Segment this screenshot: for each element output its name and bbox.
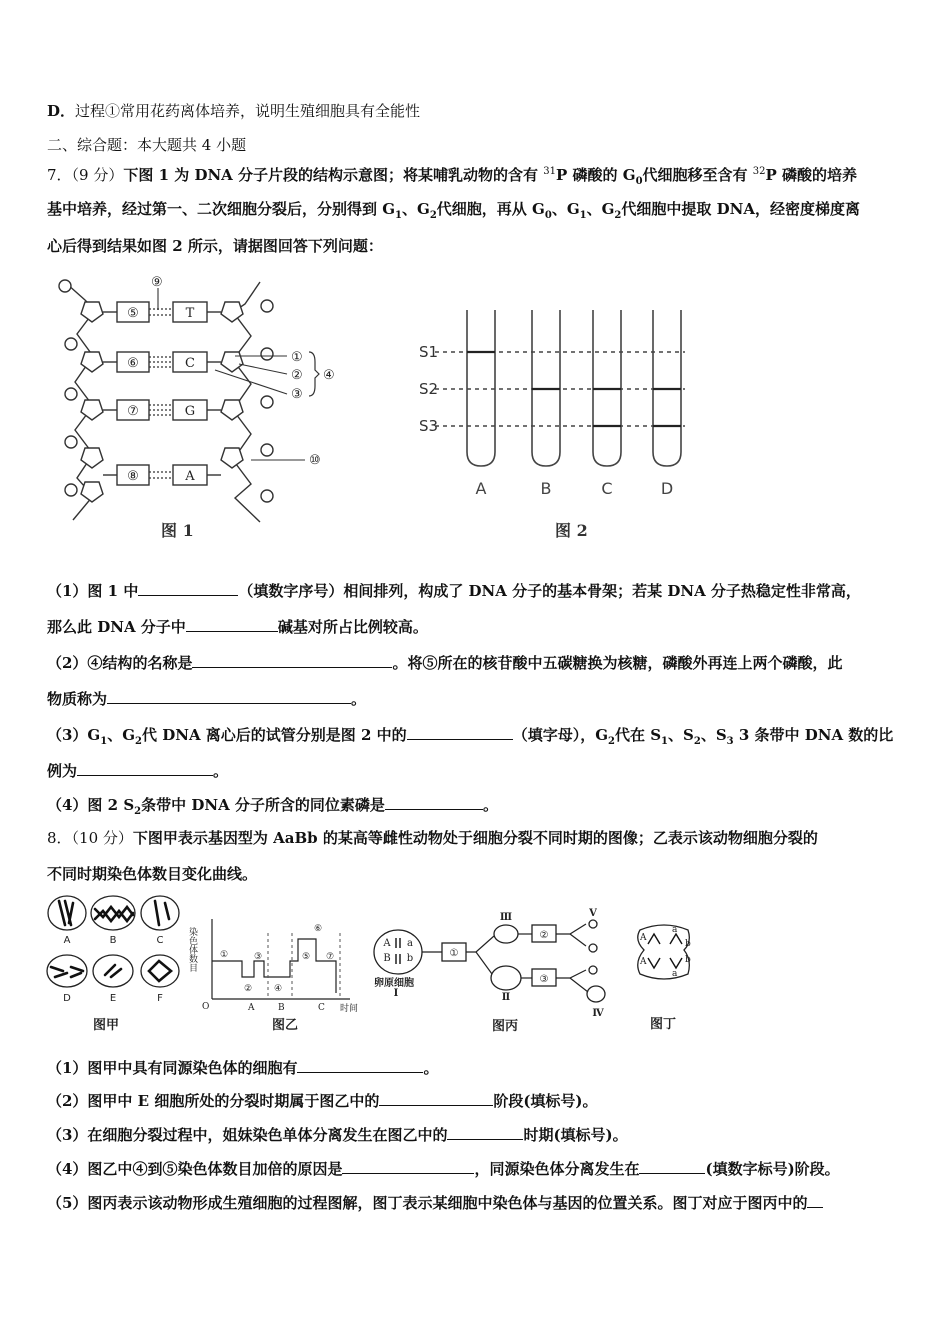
sub: 1 (661, 736, 668, 747)
q8-text: 下图甲表示基因型为 AaBb 的某高等雌性动物处于细胞分裂不同时期的图像；乙表示该动物细胞分裂的 (132, 829, 818, 847)
q7-sub4 (47, 794, 498, 822)
y-axis-label: 染色体数目 (187, 927, 197, 972)
q7-text: 代细胞移至含有 (642, 166, 753, 184)
q7-3-text: 、S (700, 726, 727, 744)
q7-sub2-line1 (47, 652, 842, 673)
q7-3-text: 代 DNA 离心后的试管分别是图 2 中的 (142, 726, 407, 744)
q7-stem-line1 (47, 162, 857, 192)
stage-label: ③ (254, 952, 263, 962)
roman-label: Ⅰ (393, 988, 399, 999)
q7-text: P 磷酸的 G (556, 166, 636, 184)
answer-blank[interactable] (107, 688, 351, 704)
x-axis-label: 时间 (340, 1004, 359, 1014)
q7-number: 7． (47, 166, 72, 184)
oogonium-label: 卵原细胞 (374, 978, 414, 989)
q7-text: 、G (402, 200, 430, 218)
base-label-right: T (185, 306, 195, 321)
tube-label: D (660, 479, 674, 498)
sub: 2 (614, 210, 622, 221)
gene-label: A (640, 933, 647, 943)
stage-label: ① (220, 950, 229, 960)
cell-III (494, 925, 518, 943)
answer-blank[interactable] (447, 1124, 523, 1140)
s2-label: S2 (419, 380, 439, 398)
answer-blank[interactable] (379, 1090, 493, 1106)
q8-sub1 (47, 1057, 438, 1078)
roman-label: Ⅱ (501, 992, 511, 1003)
stage-label: ② (244, 984, 253, 994)
sub: 2 (608, 736, 615, 747)
step-label: ① (449, 948, 459, 959)
q7-text: 基中培养，经过第一、二次细胞分裂后，分别得到 G (47, 200, 396, 218)
answer-blank[interactable] (807, 1192, 823, 1208)
label-9: ⑨ (151, 275, 163, 290)
label-2: ② (291, 368, 303, 383)
q8-1-text: （1）图甲中具有同源染色体的细胞有 (47, 1059, 298, 1077)
cell-label: D (63, 993, 71, 1004)
q7-sub1-line1 (47, 580, 861, 601)
answer-blank[interactable] (138, 580, 238, 596)
answer-blank[interactable] (192, 652, 392, 668)
sup: 31 (543, 166, 557, 177)
label-3: ③ (291, 387, 303, 402)
q7-1-text: 那么此 DNA 分子中 (47, 618, 186, 636)
q7-3-text: 、G (107, 726, 136, 744)
phase-label: B (278, 1003, 285, 1013)
q7-3-text: 。 (213, 762, 229, 780)
cell-label: C (156, 935, 164, 946)
q7-text: 下图 1 为 DNA 分子片段的结构示意图；将某哺乳动物的含有 (123, 166, 544, 184)
figure-jia-caption: 图甲 (93, 1018, 120, 1033)
figure-bing-caption: 图丙 (492, 1019, 519, 1034)
cell-II (491, 966, 521, 990)
figure-1-caption: 图 1 (161, 521, 194, 540)
stage-label: ⑥ (314, 924, 323, 934)
figure-ding-caption: 图丁 (650, 1017, 677, 1032)
stage-label: ⑤ (302, 952, 311, 962)
roman-label: Ⅴ (589, 908, 597, 919)
cell-label: B (109, 935, 117, 946)
gene-label: b (406, 953, 414, 964)
base-label-right: C (185, 356, 195, 371)
q7-text: 代细胞中提取 DNA，经密度梯度离 (621, 200, 860, 218)
q8-3-text: 时期(填标号)。 (523, 1126, 628, 1144)
q7-2-text: 物质称为 (47, 690, 108, 708)
q7-1-text: （填数字序号）相间排列，构成了 DNA 分子的基本骨架；若某 DNA 分子热稳定性非常高， (238, 582, 861, 600)
sub: 2 (429, 210, 437, 221)
sub: 1 (100, 736, 108, 747)
q7-2-text: 。 (351, 690, 367, 708)
option-d-label: D． (47, 102, 76, 120)
s3-label: S3 (419, 417, 439, 435)
q8-4-text: ，同源染色体分离发生在 (474, 1160, 640, 1178)
q7-1-text: 碱基对所占比例较高。 (277, 618, 428, 636)
sub: 1 (395, 210, 403, 221)
answer-blank[interactable] (342, 1158, 474, 1174)
q7-sub3-line1 (47, 724, 893, 752)
sub: 1 (579, 210, 587, 221)
roman-label: Ⅳ (592, 1008, 604, 1019)
base-label-left: ⑤ (127, 306, 139, 321)
q7-3-text: （3）G (47, 726, 101, 744)
q7-3-text: （填字母），G (512, 726, 608, 744)
gene-label: B (383, 953, 391, 964)
option-d-text: 过程①常用花药离体培养，说明生殖细胞具有全能性 (75, 102, 421, 120)
q7-sub3-line2 (47, 760, 228, 781)
q7-3-text: 、S (668, 726, 694, 744)
q8-sub3 (47, 1124, 628, 1145)
gene-label: a (672, 925, 678, 935)
sub: 2 (693, 736, 701, 747)
q8-2-text: 阶段(填标号)。 (493, 1092, 598, 1110)
q8-sub4 (47, 1158, 840, 1179)
gene-label: A (640, 957, 647, 967)
answer-blank[interactable] (297, 1057, 423, 1073)
sub: 2 (134, 806, 142, 817)
q7-4-text: 。 (482, 796, 498, 814)
base-label-left: ⑥ (127, 356, 139, 371)
q7-text: 代细胞，再从 G (436, 200, 545, 218)
base-label-right: G (184, 404, 196, 419)
q8-2-text: （2）图甲中 E 细胞所处的分裂时期属于图乙中的 (47, 1092, 380, 1110)
stage-label: ⑦ (326, 952, 335, 962)
q8-number: 8． (47, 829, 72, 847)
sub: 2 (135, 736, 142, 747)
q8-3-text: （3）在细胞分裂过程中，姐妹染色单体分离发生在图乙中的 (47, 1126, 448, 1144)
tube-label: B (540, 479, 552, 498)
q7-3-text: 代在 S (614, 726, 662, 744)
answer-blank[interactable] (407, 724, 513, 740)
figure-yi-caption: 图乙 (272, 1018, 299, 1033)
q7-sub1-line2 (47, 616, 428, 637)
gene-label: a (407, 938, 413, 949)
cell-E (93, 955, 133, 987)
figure-2-centrifuge-tubes (415, 300, 715, 550)
option-d (47, 101, 420, 121)
phase-label: C (318, 1003, 325, 1013)
tube-label: A (475, 479, 487, 498)
figure-ding-cell (630, 918, 700, 1036)
step-label: ② (539, 930, 549, 941)
q7-text: 、G (586, 200, 615, 218)
sub: 0 (635, 176, 643, 187)
q7-4-text: （4）图 2 S (47, 796, 135, 814)
cell-label: A (63, 935, 71, 946)
tube-label: C (601, 479, 613, 498)
answer-blank[interactable] (385, 794, 483, 810)
oogonium-cell (374, 930, 422, 974)
step-label: ③ (539, 974, 549, 985)
base-label-left: ⑦ (127, 404, 139, 419)
section-2-heading: 二、综合题：本大题共 4 小题 (47, 136, 247, 154)
answer-blank[interactable] (77, 760, 213, 776)
q7-sub2-line2 (47, 688, 366, 709)
gene-label: b (685, 955, 691, 965)
q7-4-text: 条带中 DNA 分子所含的同位素磷是 (141, 796, 385, 814)
cell-label: E (109, 993, 117, 1004)
stage-label: ④ (274, 984, 283, 994)
q7-stem-line3: 心后得到结果如图 2 所示，请据图回答下列问题： (47, 237, 383, 255)
q8-1-text: 。 (423, 1059, 439, 1077)
q7-text: P 磷酸的培养 (765, 166, 858, 184)
s1-label: S1 (419, 343, 439, 361)
label-4: ④ (323, 368, 335, 383)
roman-label: Ⅲ (499, 912, 513, 923)
figure-2-caption: 图 2 (555, 521, 588, 540)
q7-text: 、G (551, 200, 580, 218)
sup: 32 (752, 166, 766, 177)
origin-label: O (202, 1002, 210, 1012)
q8-4-text: (填数字标号)阶段。 (705, 1160, 840, 1178)
q8-4-text: （4）图乙中④到⑤染色体数目加倍的原因是 (47, 1160, 343, 1178)
answer-blank[interactable] (639, 1158, 705, 1174)
q7-stem-line2 (47, 199, 860, 226)
answer-blank[interactable] (186, 616, 278, 632)
figure-1-dna-structure (55, 270, 355, 550)
base-label-left: ⑧ (127, 469, 139, 484)
q7-3-text: 例为 (47, 762, 78, 780)
q7-2-text: （2）④结构的名称是 (47, 654, 193, 672)
q8-stem-line2: 不同时期染色体数目变化曲线。 (47, 865, 258, 883)
base-label-right: A (185, 469, 195, 484)
gene-label: A (383, 938, 391, 949)
q7-3-text: 3 条带中 DNA 数的比 (733, 726, 894, 744)
label-10: ⑩ (309, 453, 321, 468)
q7-score: （9 分） (71, 166, 124, 184)
cell-F (141, 955, 179, 987)
figure-jia-cells (45, 893, 185, 1038)
gene-label: b (685, 939, 691, 949)
figure-bing-process (370, 906, 620, 1036)
q8-sub2 (47, 1090, 598, 1111)
sub: 3 (726, 736, 734, 747)
q8-sub5 (47, 1192, 823, 1213)
sub: 0 (544, 210, 552, 221)
cell-label: F (157, 993, 163, 1004)
q8-score: （10 分） (71, 829, 133, 847)
q8-5-text: （5）图丙表示该动物形成生殖细胞的过程图解，图丁表示某细胞中染色体与基因的位置关系。图丁对应于图丙中的 (47, 1194, 808, 1212)
gene-label: a (672, 969, 678, 979)
q8-stem-line1 (47, 828, 818, 848)
q7-2-text: 。将⑤所在的核苷酸中五碳糖换为核糖，磷酸外再连上两个磷酸，此 (392, 654, 843, 672)
phase-label: A (248, 1003, 255, 1013)
figure-yi-curve (187, 913, 370, 1038)
q7-1-text: （1）图 1 中 (47, 582, 139, 600)
label-1: ① (291, 350, 303, 365)
